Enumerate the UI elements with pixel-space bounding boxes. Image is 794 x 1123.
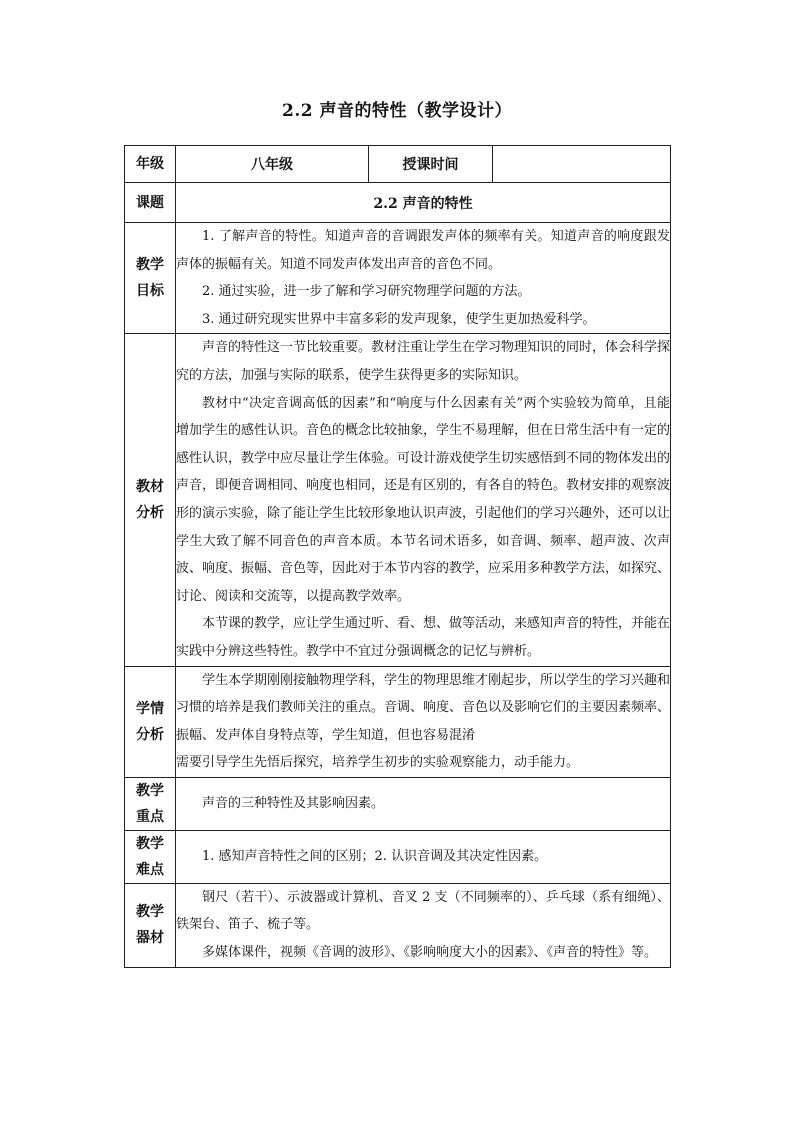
key-points-label (125, 777, 176, 830)
difficulties-label-line2: 难点 (136, 861, 164, 878)
objectives-content (176, 223, 671, 334)
material-paragraph: 本节课的教学，应让学生通过听、看、想、做等活动，来感知声音的特性，并能在实践中分辨这些特性。教学中不宜过分强调概念的记忆与辨析。 (176, 616, 671, 659)
topic-label: 课题 (125, 183, 176, 223)
topic-value: 2.2 声音的特性 (176, 183, 671, 223)
objective-paragraph: 1. 了解声音的特性。知道声音的音调跟发声体的频率有关。知道声音的响度跟发声体的振幅有关。知道不同发声体发出声音的音色不同。 (176, 229, 670, 272)
students-paragraph: 学生本学期刚刚接触物理学科，学生的物理思维才刚起步，所以学生的学习兴趣和习惯的培养是我们教师关注的重点。音调、响度、音色以及影响它们的主要因素频率、振幅、发声体自身特点等，学生知道，但也容易混淆 (176, 672, 671, 743)
difficulties-label-line1: 教学 (136, 835, 164, 852)
difficulties-label (125, 830, 176, 883)
topic-row (125, 183, 671, 223)
material-paragraph: 教材中“决定音调高低的因素”和“响度与什么因素有关”两个实验较为简单，且能增加学生的感性认识。音色的概念比较抽象，学生不易理解，但在日常生活中有一定的感性认识，教学中应尽量让学生体验。可设计游戏使学生切实感悟到不同的物体发出的声音，即便音调相同、响度也相同，还是有区别的，有各自的特色。教材安排的观察波形的演示实验，除了能让学生比较形象地认识声波，引起他们的学习兴趣外，还可以让学生大致了解不同音色的声音本质。本节名词术语多，如音调、频率、超声波、次声波、响度、振幅、音色等，因此对于本节内容的教学，应采用多种教学方法，如探究、讨论、阅读和交流等，以提高教学效率。 (176, 395, 671, 604)
equipment-label-line1: 教学 (136, 904, 164, 921)
material-paragraph: 声音的特性这一节比较重要。教材注重让学生在学习物理知识的同时，体会科学探究的方法，加强与实际的联系，使学生获得更多的实际知识。 (176, 340, 671, 383)
objectives-label-line2: 目标 (136, 283, 164, 300)
material-label (125, 334, 176, 666)
students-content (176, 666, 671, 777)
students-label-line2: 分析 (136, 726, 164, 743)
objectives-label-line1: 教学 (136, 257, 164, 274)
grade-value: 八年级 (176, 146, 369, 183)
page-title: 2.2 声音的特性（教学设计） (282, 101, 512, 121)
time-label: 授课时间 (369, 146, 493, 183)
material-content (176, 334, 671, 666)
students-row (125, 666, 671, 777)
equipment-label (125, 883, 176, 967)
grade-row (125, 146, 671, 183)
equipment-content (176, 883, 671, 967)
objective-paragraph: 3. 通过研究现实世界中丰富多彩的发声现象，使学生更加热爱科学。 (202, 311, 596, 327)
objective-paragraph: 2. 通过实验，进一步了解和学习研究物理学问题的方法。 (202, 284, 531, 300)
key-points-label-line1: 教学 (136, 782, 164, 799)
difficulties-content (176, 830, 671, 883)
material-label-line2: 分析 (136, 504, 164, 521)
key-points-content (176, 777, 671, 830)
equipment-paragraph: 多媒体课件，视频《音调的波形》、《影响响度大小的因素》、《声音的特性》等。 (202, 945, 658, 961)
material-label-line1: 教材 (136, 478, 164, 495)
material-row (125, 334, 671, 666)
key-points-label-line2: 重点 (136, 808, 164, 825)
students-paragraph: 需要引导学生先悟后探究，培养学生初步的实验观察能力，动手能力。 (176, 755, 580, 771)
key-points-text: 声音的三种特性及其影响因素。 (202, 796, 385, 812)
difficulties-text: 1. 感知声音特性之间的区别；2. 认识音调及其决定性因素。 (202, 849, 548, 865)
lesson-plan-table (124, 145, 671, 968)
students-label-line1: 学情 (136, 700, 164, 717)
equipment-row (125, 883, 671, 967)
objectives-row (125, 223, 671, 334)
equipment-paragraph: 钢尺（若干）、示波器或计算机、音叉 2 支（不同频率的）、乒乓球（系有细绳）、铁架台、笛子、梳子等。 (176, 889, 670, 933)
key-points-row (125, 777, 671, 830)
objectives-label (125, 223, 176, 334)
grade-label: 年级 (125, 146, 176, 183)
time-value[interactable] (493, 146, 671, 183)
students-label (125, 666, 176, 777)
difficulties-row (125, 830, 671, 883)
equipment-label-line2: 器材 (136, 930, 164, 947)
